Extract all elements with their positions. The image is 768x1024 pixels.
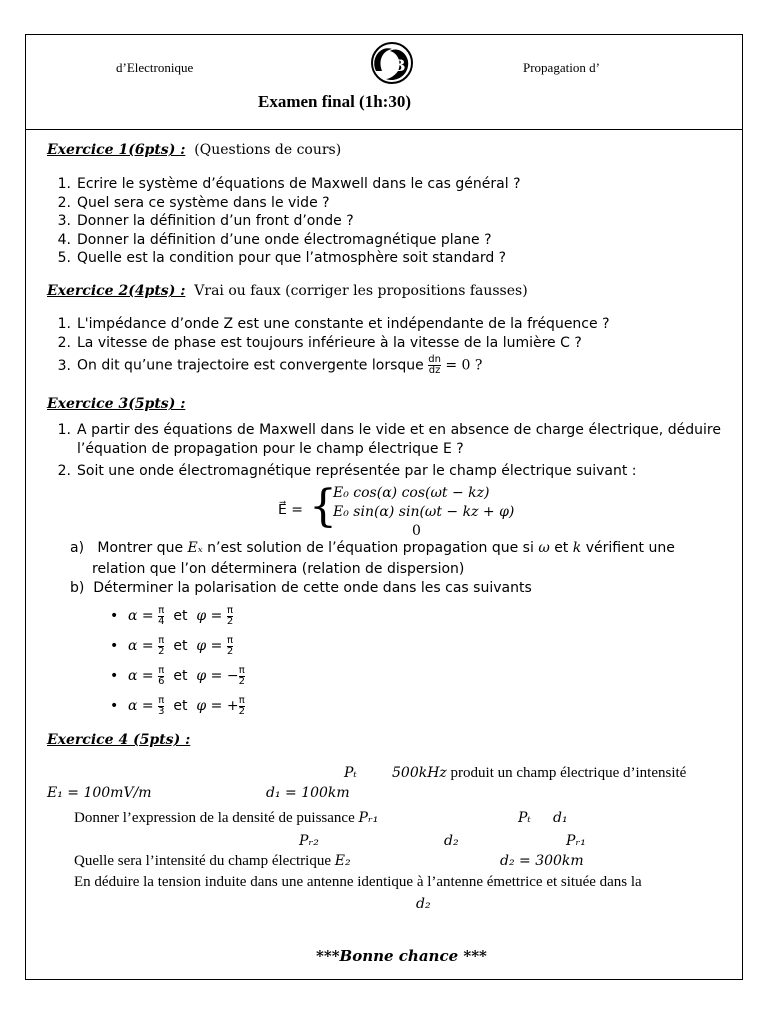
question-a: a) Montrer que Eₓ n’est solution de l’équation propagation que si ω et k vérifient une relation que l’on déterminera (relation de dispersion)	[70, 540, 675, 577]
ex4-d2c: d₂	[416, 896, 431, 912]
footer-signature: ***Bonne chance ***	[316, 947, 487, 965]
ex4-line6: En déduire la tension induite dans une antenne identique à l’antenne émettrice et située dans la	[74, 874, 642, 890]
header-divider	[26, 129, 742, 130]
question-b: b) Déterminer la polarisation de cette onde dans les cas suivants	[70, 580, 532, 596]
list-item: 3. On dit qu’une trajectoire est convergente lorsque $\frac{dn}{dz}$ = 0 ?	[57, 354, 483, 376]
list-item: 2. Soit une onde électromagnétique représentée par le champ électrique suivant :	[57, 463, 637, 479]
ex4-pt: Pₜ	[344, 765, 357, 781]
ex4-d1: d₁ = 100km	[266, 785, 350, 801]
exercise-2-list	[47, 315, 610, 376]
ex4-line5: Quelle sera l’intensité du champ électrique E₂	[74, 853, 351, 869]
polarization-case: • α = $\frac{\pi}{2}$ et φ = $\frac{\pi}{2}$	[110, 634, 234, 657]
list-item: 2. La vitesse de phase est toujours inférieure à la vitesse de la lumière C ?	[57, 335, 582, 351]
list-item: 5. Quelle est la condition pour que l’atmosphère soit standard ?	[57, 250, 507, 266]
page-title: Examen final (1h:30)	[258, 92, 411, 111]
exercise-4-label: Exercice 4 (5pts) :	[47, 732, 191, 748]
exercise-2-desc: Vrai ou faux (corriger les propositions fausses)	[194, 283, 528, 299]
exercise-1-desc: (Questions de cours)	[194, 142, 342, 158]
exercise-4-heading	[47, 732, 190, 748]
header-left: d’Electronique	[116, 60, 194, 75]
polarization-cases	[110, 601, 245, 721]
exercise-2-heading	[47, 283, 528, 299]
polarization-case: • α = $\frac{\pi}{4}$ et φ = $\frac{\pi}{2}$	[110, 604, 234, 627]
header-right: Propagation d’	[523, 60, 600, 75]
polarization-case: • α = $\frac{\pi}{6}$ et φ = − $\frac{\pi}{2}$	[110, 664, 245, 687]
polarization-case: • α = $\frac{\pi}{3}$ et φ = + $\frac{\pi}{2}$	[110, 694, 245, 717]
list-item: 1. Ecrire le système d’équations de Maxwell dans le cas général ?	[57, 176, 521, 192]
list-item: 1. L'impédance d’onde Z est une constante et indépendante de la fréquence ?	[57, 316, 610, 332]
ex4-line1: 500kHz produit un champ électrique d’intensité	[392, 765, 687, 781]
ex4-d2: d₂	[444, 833, 459, 849]
exercise-1-label: Exercice 1(6pts) :	[47, 142, 186, 158]
exercise-2-label: Exercice 2(4pts) :	[47, 283, 186, 299]
svg-text:B: B	[392, 56, 406, 75]
ex4-pt2: Pₜ	[518, 810, 531, 826]
ex4-d2eq: d₂ = 300km	[500, 853, 584, 869]
list-item: 2. Quel sera ce système dans le vide ?	[57, 194, 330, 211]
list-item: 4. Donner la définition d’une onde électromagnétique plane ?	[57, 231, 492, 248]
exercise-3-heading	[47, 396, 185, 412]
exam-page: d’Electronique B Propagation d’ Examen final (1h:30) Exercice 1(6pts) : (Questions de cours) 1. Ecrire le système d’équations de Maxwell dans le cas général ? 2. Quel sera ce système dans le vide ? 3. Donner la définition d’un front d’onde ? 4. Donner la définition d’une onde électromagnétique plane ? 5. Quelle est la condition pour que l’atmosphère soit standard ? Exercice 2(4pts) : Vrai ou faux (corriger les propositions fausses) 1. L'impédance d’onde Z est une constante et indépendante de la fréquence ? 2. La vitesse de phase est toujours inférieure à la vitesse de la lumière C ? 3. On dit qu’une trajectoire est convergente lorsque $\frac{dn}{dz}$ = 0 ? Exercice 3(5pts) : 1. A partir des équations de Maxwell dans le vide et en absence de charge électrique, déduire l’équation de propagation pour le champ électrique E ? 2. Soit une onde électromagnétique représentée par le champ électrique suivant : E⃗ = { E₀ cos(α) cos(ωt − kz) E₀ sin(α) sin(ωt − kz + φ) 0 a) Montrer que Eₓ n’est solution de l’équation propagation que si ω et k vérifient une relation que l’on déterminera (relation de dispersion) b) Déterminer la polarisation de cette onde dans les cas suivants • α = $\frac{\pi}{4}$ et φ = $\frac{\pi}{2}$ • α = $\frac{\pi}{2}$ et φ = $\frac{\pi}{2}$ • α = $\frac{\pi}{6}$ et φ = − $\frac{\pi}{2}$ • α = $\frac{\pi}{3}$ et φ = + $\frac{\pi}{2}$ Exercice 4 (5pts) : Pₜ 500kHz produit un champ électrique d’intensité E₁ = 100mV/m d₁ = 100km Donner l’expression de la densité de puissance Pᵣ₁ Pₜ d₁ Pᵣ₂ d₂ Pᵣ₁ Quelle sera l’intensité du champ électrique E₂ d₂ = 300km En déduire la tension induite dans une antenne identique à l’antenne émettrice et située dans la d₂ ***Bonne chance ***	[25, 34, 743, 980]
ex4-pr2: Pᵣ₂	[299, 833, 319, 849]
exercise-1-list	[47, 175, 521, 268]
ex4-d1b: d₁	[553, 810, 568, 826]
ex4-line3: Donner l’expression de la densité de puissance Pᵣ₁	[74, 810, 379, 826]
list-item: 1. A partir des équations de Maxwell dans le vide et en absence de charge électrique, déduire l’équation de propagation pour le champ électrique E ?	[57, 422, 721, 457]
ex4-e1: E₁ = 100mV/m	[47, 785, 152, 801]
list-item: 3. Donner la définition d’un front d’onde ?	[57, 213, 354, 229]
exercise-3-label: Exercice 3(5pts) :	[47, 396, 186, 412]
ex4-pr1b: Pᵣ₁	[566, 833, 586, 849]
exercise-1-heading	[47, 142, 341, 158]
university-logo-icon	[366, 41, 418, 85]
